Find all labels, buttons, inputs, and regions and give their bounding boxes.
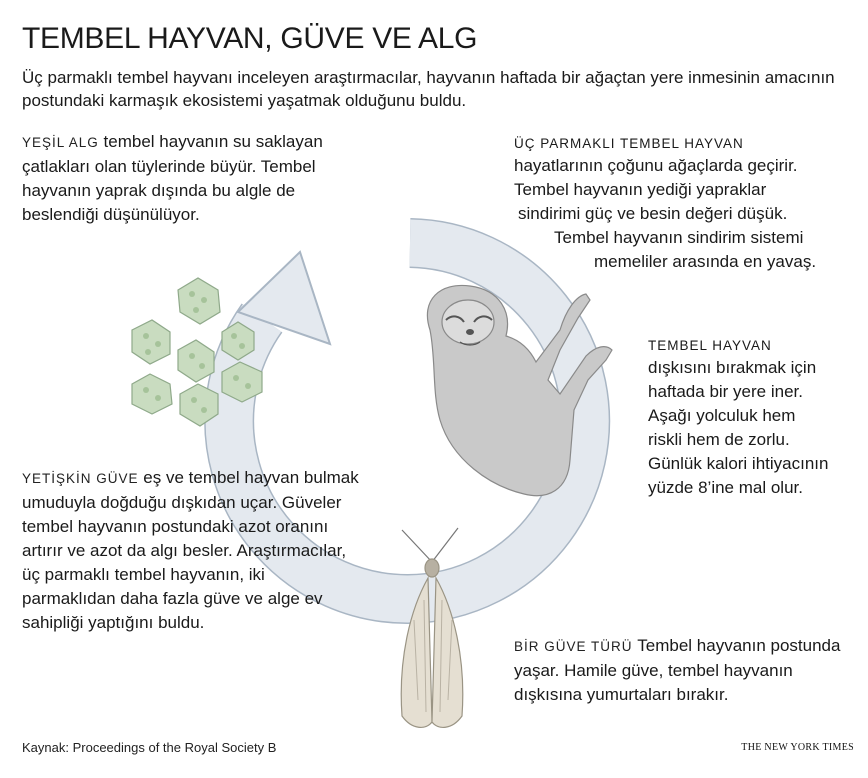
adult-moth-label: YETİŞKİN GÜVE (22, 471, 144, 486)
three-toed-label: ÜÇ PARMAKLI TEMBEL HAYVAN (514, 136, 744, 151)
descent-label: TEMBEL HAYVAN (648, 338, 772, 353)
moth-species-text: Tembel hayvanın postunda yaşar. Hamile güve, tembel hayvanın dışkısına yumurtaları bırakır. (514, 636, 841, 704)
descent-block (648, 336, 833, 500)
moth-species-label: BİR GÜVE TÜRÜ (514, 639, 638, 654)
adult-moth-text: eş ve tembel hayvan bulmak umuduyla doğduğu dışkıdan uçar. Güveler tembel hayvanın postundaki azot oranını artırır ve azot da algı besler. Araştırmacılar, üç parmaklı tembel hayvanın, iki parmaklıdan daha fazla güve ve alge ev sahipliği yaptığını buldu. (22, 468, 359, 632)
moth-species-block (514, 634, 844, 707)
three-toed-line-1: hayatlarının çoğunu ağaçlarda geçirir. (514, 156, 798, 175)
three-toed-line-5: memeliler arasında en yavaş. (594, 252, 817, 271)
intro-text: Üç parmaklı tembel hayvanı inceleyen araştırmacılar, hayvanın haftada bir ağaçtan yere inmesinin amacının postundaki karmaşık ekosistemi yaşatmak olduğunu buldu. (22, 68, 835, 110)
three-toed-line-4: Tembel hayvanın sindirim sistemi (554, 228, 804, 247)
three-toed-line-2: Tembel hayvanın yediği yapraklar (514, 180, 767, 199)
algae-block (22, 130, 362, 227)
three-toed-block (514, 134, 854, 274)
page-title: TEMBEL HAYVAN, GÜVE VE ALG (22, 22, 478, 55)
algae-text: tembel hayvanın su saklayan çatlakları olan tüylerinde büyür. Tembel hayvanın yaprak dışında bu algle de beslendiği düşünülüyor. (22, 132, 323, 224)
source-note: Kaynak: Proceedings of the Royal Society B (22, 740, 277, 755)
moth-icon (401, 528, 463, 727)
algae-label: YEŞİL ALG (22, 135, 104, 150)
descent-text: dışkısını bırakmak için haftada bir yere iner. Aşağı yolculuk hem riskli hem de zorlu. Günlük kalori ihtiyacının yüzde 8’ine mal olur. (648, 358, 829, 497)
three-toed-line-3: sindirimi güç ve besin değeri düşük. (518, 204, 788, 223)
credit-logo: THE NEW YORK TIMES (741, 742, 854, 753)
adult-moth-block (22, 466, 360, 635)
